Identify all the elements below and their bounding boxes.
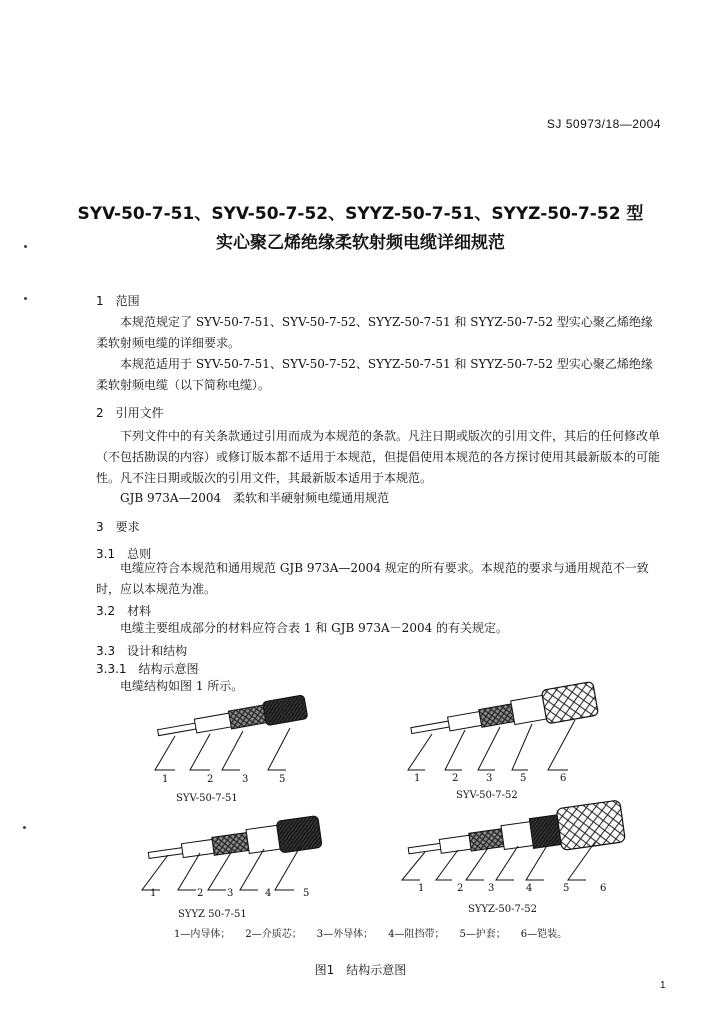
callout-number: 3 xyxy=(227,888,234,899)
standard-number: SJ 50973/18—2004 xyxy=(546,117,661,131)
callout-number: 4 xyxy=(265,888,272,899)
cable-name: SYV-50-7-52 xyxy=(456,790,518,801)
outer-conductor xyxy=(469,828,507,851)
callout-number: 2 xyxy=(457,883,464,894)
armor xyxy=(541,681,598,724)
cable-name: SYYZ 50-7-51 xyxy=(178,909,247,920)
section-3-1-heading: 3.1 总则 xyxy=(96,547,152,561)
callout-number: 3 xyxy=(488,883,495,894)
callout-number: 2 xyxy=(207,774,214,785)
section-3-2-text: 电缆主要组成部分的材料应符合表 1 和 GJB 973A－2004 的有关规定。 xyxy=(120,621,509,635)
figure-legend: 1—内导体； 2—介质芯； 3—外导体； 4—阻挡带； 5—护套； 6—铠装。 xyxy=(174,929,568,940)
section-1-para-1: 本规范规定了 SYV-50-7-51、SYV-50-7-52、SYYZ-50-7-51 和 SYYZ-50-7-52 型实心聚乙烯绝缘柔软射频电缆的详细要求。 xyxy=(96,315,653,350)
callout-number: 5 xyxy=(279,774,286,785)
cable-name: SYYZ-50-7-52 xyxy=(468,904,537,915)
armor xyxy=(556,800,625,850)
section-1-heading: 1 范围 xyxy=(96,294,140,308)
callout-number: 4 xyxy=(526,883,533,894)
sheath xyxy=(262,695,308,726)
callout-number: 5 xyxy=(303,888,310,899)
callout-number: 3 xyxy=(242,774,249,785)
page-number: 1 xyxy=(660,980,666,991)
callout-number: 1 xyxy=(162,774,169,785)
callout-number: 5 xyxy=(563,883,570,894)
section-3-2-heading: 3.2 材料 xyxy=(96,604,152,618)
callout-number: 1 xyxy=(414,773,421,784)
callout-number: 6 xyxy=(560,773,567,784)
section-3-1-text: 电缆应符合本规范和通用规范 GJB 973A—2004 规定的所有要求。本规范的要求与通用规范不一致时，应以本规范为准。 xyxy=(96,561,649,596)
section-3-3-1-text: 电缆结构如图 1 所示。 xyxy=(120,679,244,693)
doc-title-line1: SYV-50-7-51、SYV-50-7-52、SYYZ-50-7-51、SYYZ-50-7-52 型 xyxy=(77,204,644,224)
cable-syyz-51 xyxy=(142,816,322,890)
callout-number: 2 xyxy=(197,888,204,899)
cable-syv-52 xyxy=(408,681,598,770)
section-2-heading: 2 引用文件 xyxy=(96,406,164,420)
section-1-para-2: 本规范适用于 SYV-50-7-51、SYV-50-7-52、SYYZ-50-7-51 和 SYYZ-50-7-52 型实心聚乙烯绝缘柔软射频电缆（以下简称电缆）。 xyxy=(96,357,653,392)
callout-number: 2 xyxy=(452,773,459,784)
leader-lines xyxy=(155,728,290,770)
outer-conductor xyxy=(228,705,269,729)
cable-syyz-52 xyxy=(402,800,625,880)
doc-title-line2: 实心聚乙烯绝缘柔软射频电缆详细规范 xyxy=(216,233,505,253)
section-2-para-1: 下列文件中的有关条款通过引用而成为本规范的条款。凡注日期或版次的引用文件，其后的任何修改单（不包括勘误的内容）或修订版本都不适用于本规范，但提倡使用本规范的各方探讨使用其最新版本的可能性。凡不注日期或版次的引用文件，其最新版本适用于本规范。 xyxy=(96,429,661,485)
section-3-3-heading: 3.3 设计和结构 xyxy=(96,644,188,658)
section-3-heading: 3 要求 xyxy=(96,520,140,534)
section-3-3-1-heading: 3.3.1 结构示意图 xyxy=(96,662,199,676)
section-2-reference: GJB 973A—2004 柔软和半硬射频电缆通用规范 xyxy=(120,491,390,505)
callout-number: 6 xyxy=(600,883,607,894)
callout-number: 3 xyxy=(486,773,493,784)
figure-caption: 图1 结构示意图 xyxy=(314,963,407,977)
callout-number: 1 xyxy=(150,888,157,899)
cable-syv-51 xyxy=(155,695,308,770)
callout-number: 5 xyxy=(520,773,527,784)
cable-name: SYV-50-7-51 xyxy=(176,793,238,804)
callout-number: 1 xyxy=(418,883,425,894)
sheath xyxy=(276,816,322,854)
